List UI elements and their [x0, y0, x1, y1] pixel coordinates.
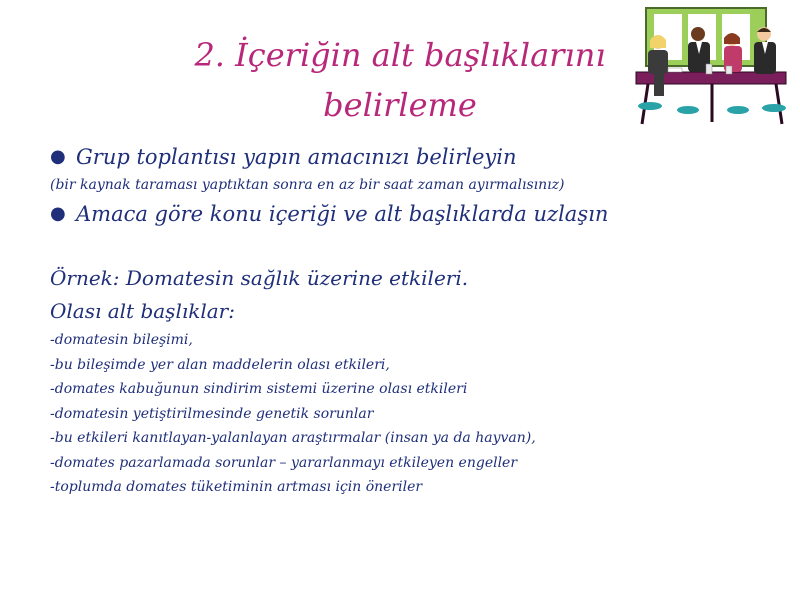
list-item: -domates kabuğunun sindirim sistemi üzerine olası etkileri	[50, 381, 468, 397]
bullet-dot-icon: ●	[50, 203, 66, 224]
list-item: -bu bileşimde yer alan maddelerin olası etkileri,	[50, 356, 390, 373]
title-line-2: belirleme	[323, 86, 477, 124]
example-text: Örnek: Domatesin sağlık üzerine etkileri.	[50, 266, 469, 290]
list-item: -toplumda domates tüketiminin artması için öneriler	[50, 479, 423, 495]
note-text: (bir kaynak taraması yaptıktan sonra en az bir saat zaman ayırmalısınız)	[50, 177, 565, 193]
list-item: -bu etkileri kanıtlayan-yalanlayan araştırmalar (insan ya da hayvan),	[50, 430, 536, 446]
title-line-1: 2. İçeriğin alt başlıklarını	[194, 36, 606, 74]
bullet-1-text: Grup toplantısı yapın amacınızı belirleyin	[76, 145, 517, 169]
bullet-2	[50, 201, 608, 227]
subtopic-list	[50, 328, 536, 500]
slide-title	[170, 30, 630, 130]
meeting-people-icon	[628, 6, 796, 128]
bullet-dot-icon: ●	[50, 146, 66, 167]
bullet-1	[50, 144, 517, 170]
bullet-2-text: Amaca göre konu içeriği ve alt başlıklarda uzlaşın	[76, 202, 609, 226]
list-item: -domatesin bileşimi,	[50, 332, 193, 348]
list-item: -domatesin yetiştirilmesinde genetik sorunlar	[50, 405, 374, 422]
list-item: -domates pazarlamada sorunlar – yararlanmayı etkileyen engeller	[50, 454, 518, 471]
subtopics-heading: Olası alt başlıklar:	[50, 299, 235, 323]
